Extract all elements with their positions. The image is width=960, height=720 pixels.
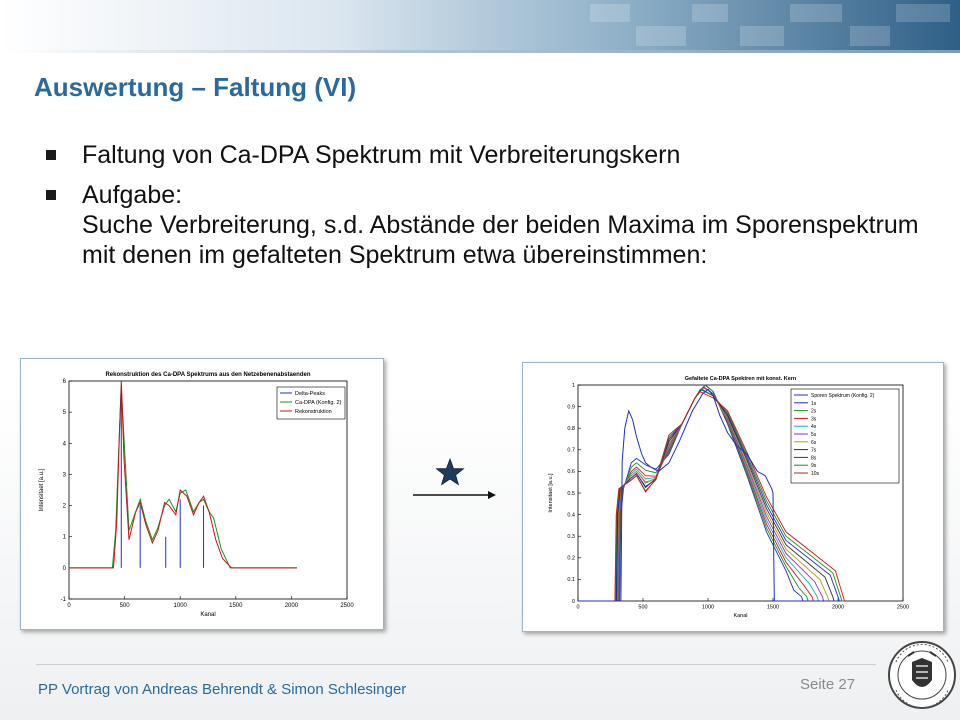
x-tick-label: 1000 [173, 603, 187, 609]
x-axis-label: Kanal [200, 612, 216, 618]
y-tick-label: 0.7 [567, 447, 575, 454]
y-tick-label: 0.8 [567, 426, 575, 433]
footer-authors: PP Vortrag von Andreas Behrendt & Simon Schlesinger [38, 681, 407, 698]
y-tick-label: 0.1 [567, 577, 575, 584]
y-tick-label: 0.4 [567, 512, 575, 519]
bullet-list [44, 140, 924, 280]
bullet-item [44, 140, 924, 170]
x-tick-label: 2000 [831, 604, 845, 611]
y-tick-label: 0 [62, 565, 66, 572]
x-tick-label: 2500 [896, 604, 910, 611]
y-tick-label: 1 [571, 382, 575, 389]
y-axis-label: Intensitaet [a.u.] [39, 468, 45, 512]
legend-label: Delta-Peaks [295, 391, 325, 397]
y-tick-label: 0.5 [567, 490, 575, 497]
x-tick-label: 2000 [284, 603, 299, 609]
star-icon [437, 459, 464, 485]
x-tick-label: 500 [119, 603, 130, 609]
legend-label: 6s [811, 439, 817, 446]
transition-arrow [410, 455, 500, 515]
bullet-text: Faltung von Ca-DPA Spektrum mit Verbreiterungskern [82, 141, 681, 169]
y-tick-label: 0.9 [567, 404, 575, 411]
header-band [0, 0, 960, 50]
header-underline [0, 50, 960, 53]
legend-label: Ca-DPA (Konfig. 2) [295, 400, 342, 406]
y-tick-label: 4 [62, 441, 66, 448]
chart-title: Rekonstruktion des Ca-DPA Spektrums aus den Netzebenenabstaenden [105, 372, 311, 378]
legend-label: 7s [811, 447, 817, 454]
y-tick-label: 2 [62, 503, 66, 510]
legend-label: 3s [811, 416, 817, 423]
arrow-head-icon [488, 491, 496, 499]
footer-divider [36, 664, 876, 665]
chart-panel-folded [522, 362, 944, 632]
header-tile-pattern [580, 0, 960, 50]
legend-label: 9s [811, 463, 817, 470]
slide-title: Auswertung – Faltung (VI) [34, 72, 357, 102]
bullet-text: Aufgabe: Suche Verbreiterung, s.d. Abstände der beiden Maxima im Sporenspektrum mit denen im gefalteten Spektrum etwa übereinstimmen: [82, 181, 919, 269]
x-tick-label: 1500 [229, 603, 243, 609]
legend-label: Rekonstruktion [295, 409, 332, 415]
x-tick-label: 2500 [340, 603, 354, 609]
chart-reconstruction [21, 359, 385, 631]
bullet-square-icon [46, 150, 56, 160]
chart-title: Gefaltete Ca-DPA Spektren mit konst. Kern [684, 376, 797, 382]
y-tick-label: 0.3 [567, 534, 575, 541]
x-tick-label: 1000 [701, 604, 715, 611]
y-tick-label: 0.6 [567, 469, 575, 476]
x-tick-label: 0 [67, 603, 71, 609]
y-tick-label: 6 [62, 379, 66, 385]
bullet-square-icon [46, 190, 56, 200]
legend-label: 2s [811, 408, 817, 415]
y-tick-label: 0.2 [567, 555, 575, 562]
bullet-item [44, 180, 924, 270]
x-tick-label: 0 [576, 604, 580, 611]
university-seal-logo [886, 632, 958, 718]
y-tick-label: 3 [62, 472, 66, 479]
page-number: Seite 27 [800, 676, 856, 693]
y-tick-label: 1 [62, 534, 66, 541]
legend-label: 10s [811, 471, 820, 477]
y-tick-label: -1 [60, 597, 66, 603]
legend-label: Sporen Spektrum (Konfig. 2) [811, 393, 875, 399]
x-tick-label: 1500 [766, 604, 780, 611]
legend-label: 1s [811, 400, 817, 407]
legend-label: 4s [811, 424, 817, 431]
legend-label: 5s [811, 432, 817, 438]
x-axis-label: Kanal [733, 613, 748, 619]
legend-label: 8s [811, 455, 817, 462]
chart-folded-spectra [523, 363, 945, 633]
y-tick-label: 0 [571, 598, 575, 605]
x-tick-label: 500 [638, 604, 648, 611]
y-tick-label: 5 [62, 410, 66, 417]
y-axis-label: Intensitaet [a.u.] [548, 473, 554, 513]
chart-panel-reconstruction [20, 358, 384, 630]
